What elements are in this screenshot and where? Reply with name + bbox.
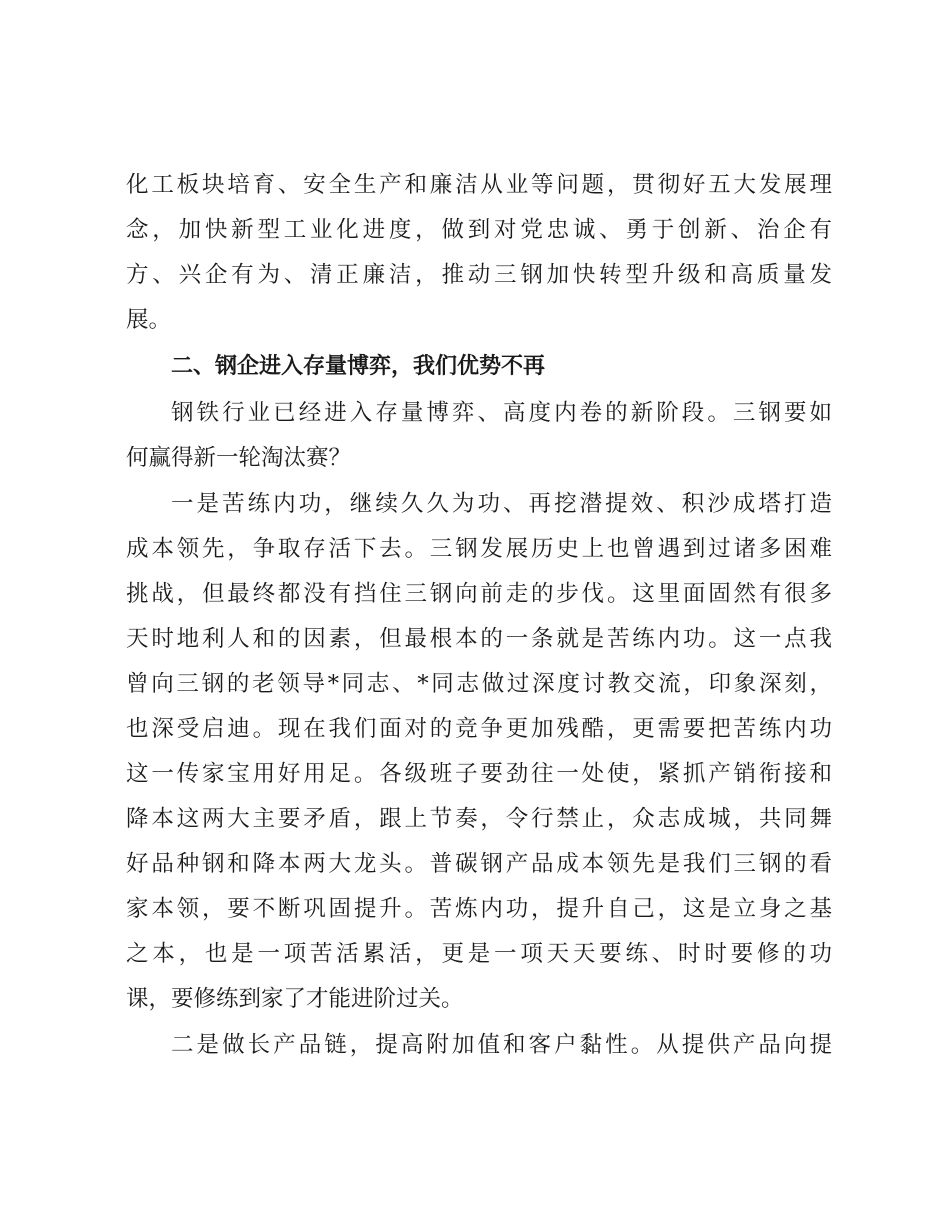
paragraph-line: 一是苦练内功，继续久久为功、再挖潜提效、积沙成塔打造 — [171, 491, 832, 517]
paragraph-line: 方、兴企有为、清正廉洁，推动三钢加快转型升级和高质量发 — [126, 262, 832, 288]
paragraph-line: 曾向三钢的老领导*同志、*同志做过深度讨教交流，印象深刻， — [126, 671, 832, 697]
paragraph-line: 好品种钢和降本两大龙头。普碳钢产品成本领先是我们三钢的看 — [126, 851, 832, 877]
paragraph-line: 二是做长产品链，提高附加值和客户黏性。从提供产品向提 — [171, 1032, 832, 1058]
paragraph-line: 降本这两大主要矛盾，跟上节奏，令行禁止，众志成城，共同舞 — [126, 806, 832, 832]
paragraph-line: 天时地利人和的因素，但最根本的一条就是苦练内功。这一点我 — [126, 626, 832, 652]
paragraph-line: 也深受启迪。现在我们面对的竞争更加残酷，更需要把苦练内功 — [126, 716, 832, 742]
paragraph-line: 念，加快新型工业化进度，做到对党忠诚、勇于创新、治企有 — [126, 217, 832, 243]
paragraph-line: 之本，也是一项苦活累活，更是一项天天要练、时时要修的功 — [126, 941, 832, 967]
paragraph-line: 何赢得新一轮淘汰赛？ — [126, 445, 352, 471]
paragraph-line: 课，要修练到家了才能进阶过关。 — [126, 986, 464, 1012]
paragraph-line: 化工板块培育、安全生产和廉洁从业等问题，贯彻好五大发展理 — [126, 172, 832, 198]
paragraph-line: 这一传家宝用好用足。各级班子要劲往一处使，紧抓产销衔接和 — [126, 761, 832, 787]
paragraph-line: 展。 — [126, 307, 172, 333]
paragraph-line: 钢铁行业已经进入存量博弈、高度内卷的新阶段。三钢要如 — [171, 400, 832, 426]
paragraph-line: 家本领，要不断巩固提升。苦炼内功，提升自己，这是立身之基 — [126, 896, 832, 922]
paragraph-line: 成本领先，争取存活下去。三钢发展历史上也曾遇到过诸多困难 — [126, 536, 832, 562]
paragraph-line: 挑战，但最终都没有挡住三钢向前走的步伐。这里面固然有很多 — [126, 581, 832, 607]
section-heading: 二、钢企进入存量博弈，我们优势不再 — [171, 354, 546, 379]
